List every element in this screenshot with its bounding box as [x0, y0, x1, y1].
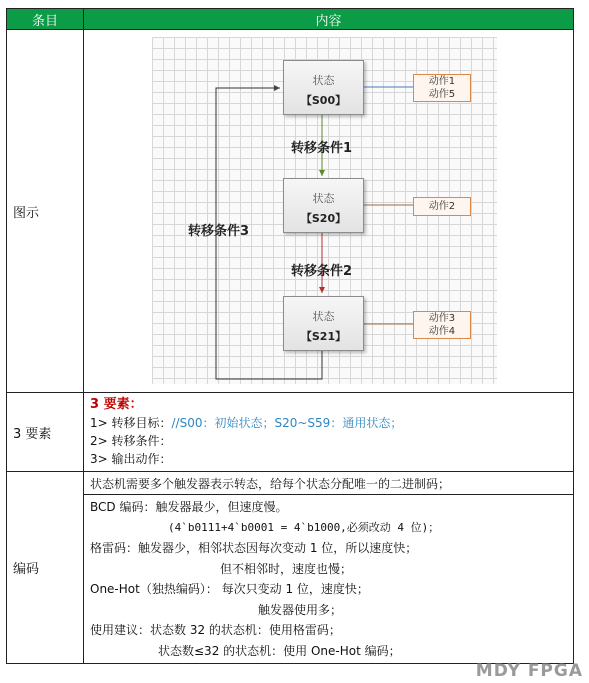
encoding-line-5: One-Hot（独热编码）： 每次只变动 1 位，速度快；	[90, 582, 369, 596]
encoding-details	[84, 495, 574, 664]
content-table	[6, 8, 574, 664]
action-2-line-1: 动作2	[428, 201, 456, 212]
state-s21-name: 【S21】	[300, 330, 347, 343]
action-box-2	[413, 197, 471, 216]
encoding-intro: 状态机需要多个触发器表示转态，给每个状态分配唯一的二进制码；	[84, 472, 574, 495]
elements-content	[84, 393, 574, 472]
element-item-1	[90, 414, 567, 432]
encoding-label: 编码	[7, 472, 84, 664]
encoding-line-3: 格雷码：触发器少，相邻状态因每次变动 1 位，所以速度快；	[90, 541, 418, 555]
condition-2: 转移条件2	[291, 264, 353, 279]
action-3-line-2: 动作4	[428, 326, 456, 337]
encoding-intro-row	[7, 472, 574, 495]
action-1-line-2: 动作5	[428, 89, 456, 100]
diagram-row	[7, 30, 574, 393]
diagram-label: 图示	[7, 30, 84, 393]
state-s20	[283, 178, 364, 233]
watermark: MDY FPGA	[475, 661, 583, 681]
encoding-details-row	[7, 495, 574, 664]
action-1-line-1: 动作1	[428, 76, 456, 87]
element-item-1-text: 1> 转移目标：	[90, 416, 172, 430]
elements-row	[7, 393, 574, 472]
elements-label: 3 要素	[7, 393, 84, 472]
encoding-line-6: 触发器使用多；	[258, 602, 343, 617]
state-s20-title: 状态	[312, 192, 335, 205]
encoding-line-2: (4`b0111+4`b0001 = 4`b1000,必须改动 4 位)；	[168, 520, 440, 534]
state-s00	[283, 60, 364, 115]
state-s00-name: 【S00】	[300, 94, 347, 107]
state-s00-title: 状态	[312, 74, 335, 87]
element-item-2: 2> 转移条件：	[90, 434, 172, 448]
state-diagram	[84, 30, 574, 393]
element-item-1-comment: //S00：初始状态；S20~S59：通用状态；	[171, 416, 403, 430]
encoding-line-7: 使用建议：状态数 32 的状态机：使用格雷码；	[90, 623, 341, 637]
state-s21-title: 状态	[312, 310, 335, 323]
encoding-line-4: 但不相邻时，速度也慢；	[220, 561, 353, 576]
encoding-line-8: 状态数≤32 的状态机：使用 One-Hot 编码；	[158, 643, 401, 658]
condition-1: 转移条件1	[291, 141, 353, 156]
state-s20-name: 【S20】	[300, 212, 347, 225]
condition-3: 转移条件3	[188, 224, 250, 239]
elements-heading: 3 要素：	[90, 397, 143, 412]
state-s21	[283, 296, 364, 351]
action-box-1	[413, 74, 471, 102]
header-row	[7, 9, 574, 30]
header-content: 内容	[84, 9, 574, 30]
header-item: 条目	[7, 9, 84, 30]
encoding-line-1: BCD 编码：触发器最少，但速度慢。	[90, 500, 288, 514]
element-item-3: 3> 输出动作：	[90, 452, 172, 466]
action-3-line-1: 动作3	[428, 313, 456, 324]
action-box-3	[413, 311, 471, 339]
